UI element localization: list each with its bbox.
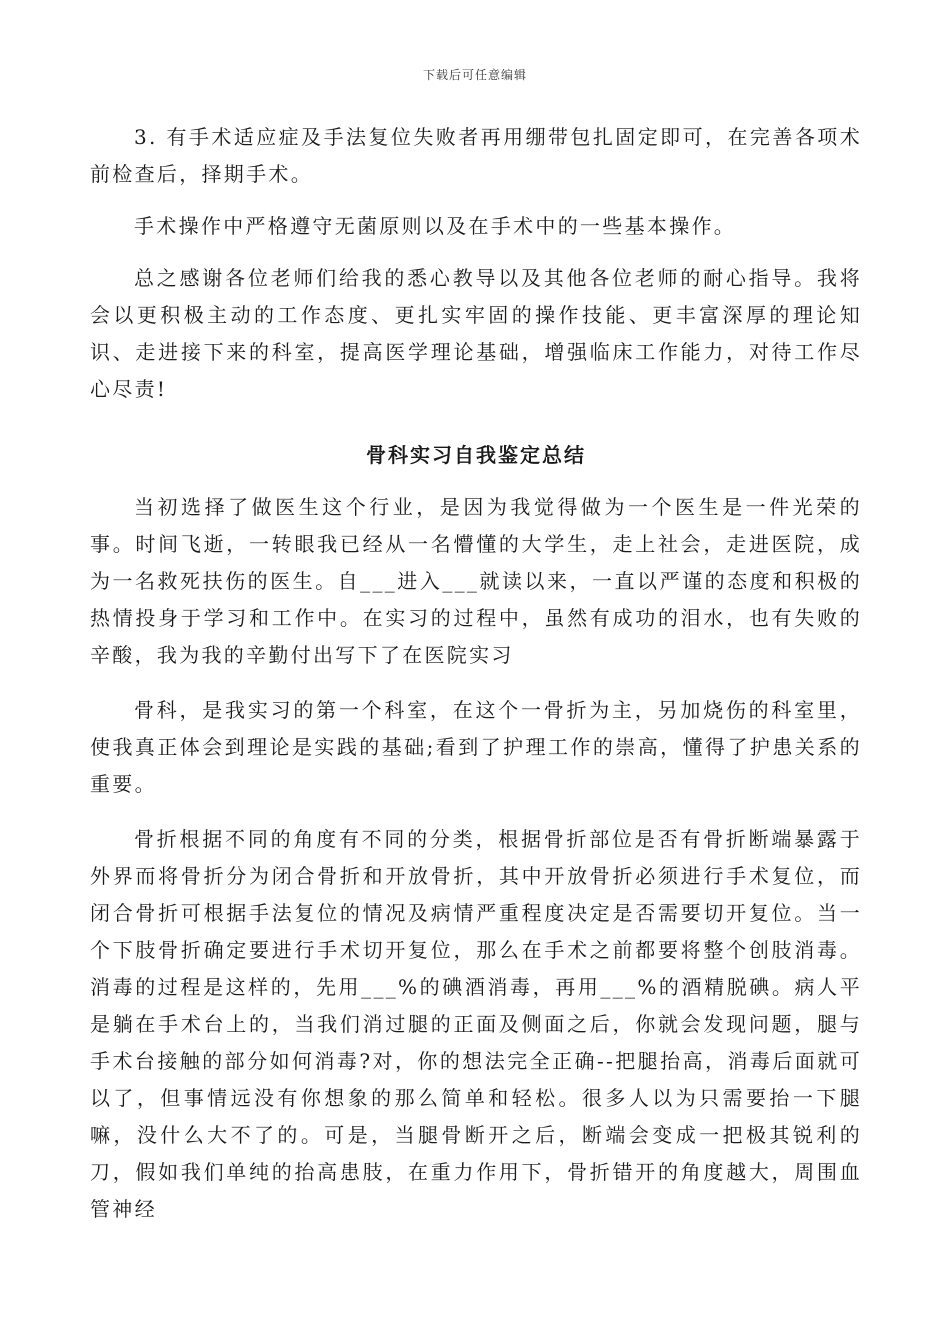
paragraph-orthopedics: 骨科，是我实习的第一个科室，在这个一骨折为主，另加烧伤的科室里，使我真正体会到理论是实践的基础;看到了护理工作的崇高，懂得了护患关系的重要。	[90, 698, 862, 796]
document-body	[90, 119, 862, 1228]
paragraph-fracture: 骨折根据不同的角度有不同的分类，根据骨折部位是否有骨折断端暴露于外界而将骨折分为闭合骨折和开放骨折，其中开放骨折必须进行手术复位，而闭合骨折可根据手法复位的情况及病情严重程度决定是否需要切开复位。当一个下肢骨折确定要进行手术切开复位，那么在手术之前都要将整个创肢消毒。消毒的过程是这样的，先用___%的碘酒消毒，再用___%的酒精脱碘。病人平是躺在手术台上的，当我们消过腿的正面及侧面之后，你就会发现问题，腿与手术台接触的部分如何消毒?对，你的想法完全正确--把腿抬高，消毒后面就可以了，但事情远没有你想象的那么简单和轻松。很多人以为只需要抬一下腿嘛，没什么大不了的。可是，当腿骨断开之后，断端会变成一把极其锐利的刀，假如我们单纯的抬高患肢，在重力作用下，骨折错开的角度越大，周围血管神经	[90, 827, 862, 1221]
section-title: 骨科实习自我鉴定总结	[366, 443, 586, 467]
paragraph-intro: 当初选择了做医生这个行业，是因为我觉得做为一个医生是一件光荣的事。时间飞逝，一转眼我已经从一名懵懂的大学生，走上社会，走进医院，成为一名救死扶伤的医生。自___进入___就读以来，一直以严谨的态度和积极的热情投身于学习和工作中。在实习的过程中，虽然有成功的泪水，也有失败的辛酸，我为我的辛勤付出写下了在医院实习	[90, 495, 862, 667]
paragraph-thanks: 总之感谢各位老师们给我的悉心教导以及其他各位老师的耐心指导。我将会以更积极主动的工作态度、更扎实牢固的操作技能、更丰富深厚的理论知识、走进接下来的科室，提高医学理论基础，增强临床工作能力，对待工作尽心尽责!	[90, 266, 862, 401]
paragraph-aseptic-principle: 手术操作中严格遵守无菌原则以及在手术中的一些基本操作。	[134, 214, 737, 238]
paragraph-surgery-indication: 3. 有手术适应症及手法复位失败者再用绷带包扎固定即可，在完善各项术前检查后，择期手术。	[90, 125, 862, 186]
header-note: 下载后可任意编辑	[422, 68, 527, 82]
